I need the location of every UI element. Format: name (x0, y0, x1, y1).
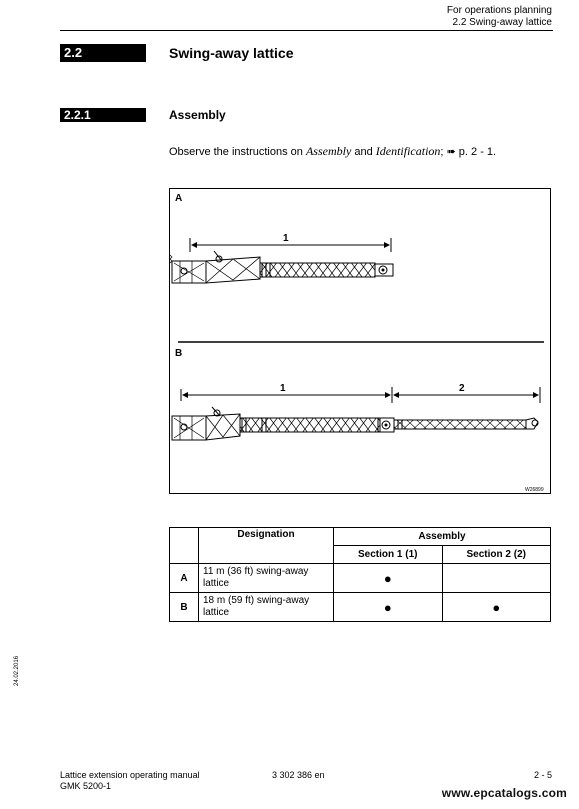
header-line-2: 2.2 Swing-away lattice (452, 17, 552, 28)
instruction-paragraph (169, 144, 496, 159)
instruction-text-mid: and (351, 146, 376, 158)
figure-label-a: A (175, 193, 183, 204)
lattice-b (172, 407, 538, 440)
footer-left (60, 770, 200, 792)
subsection-title: Assembly (169, 108, 226, 122)
designation-header: Designation (199, 528, 334, 564)
section1-header: Section 1 (1) (334, 546, 443, 564)
row-section2-mark (442, 564, 551, 593)
assembly-header: Assembly (334, 528, 551, 546)
footer-page-number: 2 - 5 (533, 770, 552, 780)
subsection-number: 2.2.1 (60, 108, 146, 122)
svg-text:1: 1 (280, 383, 286, 394)
drawing-code: W26899 (525, 487, 544, 493)
figure-label-b: B (175, 348, 183, 359)
footer-document-number: 3 302 386 en (272, 770, 325, 780)
footer-model: GMK 5200-1 (60, 781, 112, 791)
lattice-a (170, 251, 393, 283)
table-header-row (170, 528, 551, 546)
page-reference[interactable]: ; ➠ p. 2 - 1. (440, 146, 497, 158)
svg-text:1: 1 (283, 233, 289, 244)
section-title: Swing-away lattice (169, 45, 294, 61)
row-key: B (170, 593, 199, 622)
header-rule (60, 30, 553, 31)
running-header (447, 5, 552, 29)
row-key: A (170, 564, 199, 593)
header-line-1: For operations planning (446, 5, 552, 16)
watermark: www.epcatalogs.com (441, 786, 567, 800)
identification-reference[interactable]: Identification (375, 144, 441, 158)
row-designation: 11 m (36 ft) swing-away lattice (199, 564, 334, 593)
assembly-table (169, 527, 551, 622)
lattice-figure (169, 188, 551, 494)
side-date: 24.02.2016 (14, 655, 20, 686)
table-key-header (170, 528, 199, 564)
dimension-a-1 (190, 233, 391, 252)
table-row (170, 564, 551, 593)
row-section2-mark: ● (442, 593, 551, 622)
dimension-b-2 (394, 383, 540, 403)
assembly-reference[interactable]: Assembly (305, 144, 352, 158)
footer-manual-title: Lattice extension operating manual (60, 770, 200, 780)
svg-text:2: 2 (459, 383, 465, 394)
dimension-b-1 (181, 383, 392, 403)
row-designation: 18 m (59 ft) swing-away lattice (199, 593, 334, 622)
lattice-drawing (170, 189, 552, 495)
row-section1-mark: ● (334, 593, 443, 622)
section-number: 2.2 (60, 44, 146, 62)
row-section1-mark: ● (334, 564, 443, 593)
table-row (170, 593, 551, 622)
section2-header: Section 2 (2) (442, 546, 551, 564)
instruction-text-before: Observe the instructions on (169, 146, 306, 158)
